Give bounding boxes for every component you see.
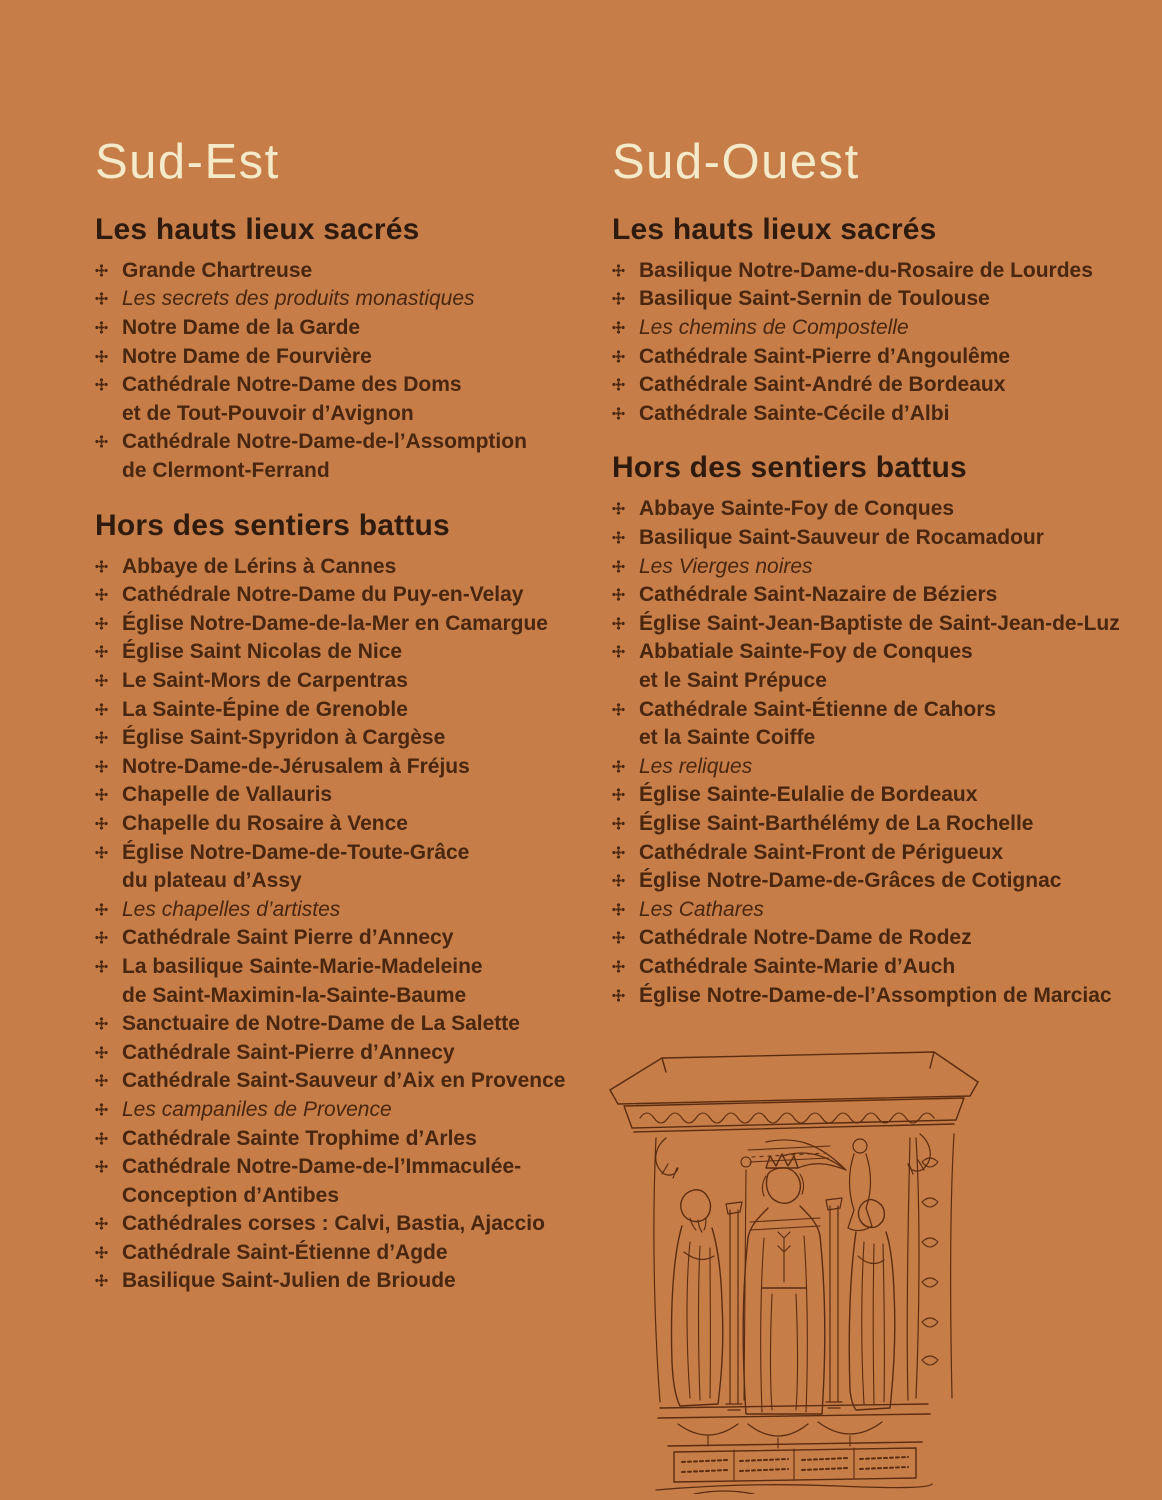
toc-list bbox=[612, 495, 1160, 1010]
toc-item bbox=[95, 343, 600, 372]
toc-item-label: Basilique Saint-Julien de Brioude bbox=[122, 1269, 456, 1293]
dotted-cross-icon bbox=[612, 810, 639, 830]
engraving-left-figure bbox=[671, 1190, 722, 1406]
toc-item-label: Cathédrale Notre-Dame de Rodez bbox=[639, 926, 972, 950]
dotted-cross-icon bbox=[95, 953, 122, 973]
toc-item-label: Cathédrale Notre-Dame-de-l’Assomption de Clermont-Ferrand bbox=[122, 430, 527, 483]
toc-item bbox=[95, 724, 600, 753]
toc-item bbox=[95, 953, 600, 1010]
toc-item bbox=[612, 924, 1160, 953]
section-heading: Hors des sentiers battus bbox=[95, 508, 450, 542]
toc-item-label: Cathédrale Sainte Trophime d’Arles bbox=[122, 1126, 477, 1150]
toc-item-label: Cathédrale Sainte-Marie d’Auch bbox=[639, 954, 956, 978]
toc-item bbox=[95, 1239, 600, 1268]
toc-item-label: Notre Dame de Fourvière bbox=[122, 344, 372, 368]
toc-item-label: Cathédrale Saint Pierre d’Annecy bbox=[122, 926, 454, 950]
dotted-cross-icon bbox=[612, 924, 639, 944]
toc-item-label: Cathédrale Saint-Nazaire de Béziers bbox=[639, 583, 998, 607]
dotted-cross-icon bbox=[612, 314, 639, 334]
toc-item-label: Basilique Notre-Dame-du-Rosaire de Lourdes bbox=[639, 258, 1093, 282]
engraving-cornice bbox=[610, 1052, 978, 1132]
toc-list bbox=[95, 553, 600, 1296]
toc-item-label: Sanctuaire de Notre-Dame de La Salette bbox=[122, 1012, 520, 1036]
toc-item-label: La basilique Sainte-Marie-Madeleine de Saint-Maximin-la-Sainte-Baume bbox=[122, 954, 483, 1007]
toc-item bbox=[95, 257, 600, 286]
section-hauts-lieux-sacres bbox=[95, 212, 600, 486]
toc-item bbox=[612, 343, 1160, 372]
column-sud-est bbox=[95, 136, 600, 1296]
toc-item-label: Église Saint-Barthélémy de La Rochelle bbox=[639, 811, 1034, 835]
toc-item bbox=[612, 982, 1160, 1011]
section-heading: Les hauts lieux sacrés bbox=[95, 212, 420, 246]
column-sud-ouest bbox=[612, 136, 1160, 1010]
toc-item bbox=[95, 924, 600, 953]
toc-item-label: Cathédrale Saint-Pierre d’Annecy bbox=[122, 1040, 455, 1064]
dotted-cross-icon bbox=[612, 371, 639, 391]
toc-item bbox=[95, 839, 600, 896]
toc-item bbox=[95, 1010, 600, 1039]
toc-item-label: Cathédrale Saint-Sauveur d’Aix en Provence bbox=[122, 1069, 566, 1093]
dotted-cross-icon bbox=[95, 667, 122, 687]
toc-item-label: Les secrets des produits monastiques bbox=[122, 287, 475, 311]
toc-item-label: Cathédrale Saint-André de Bordeaux bbox=[639, 373, 1006, 397]
dotted-cross-icon bbox=[612, 524, 639, 544]
toc-item-label: Notre-Dame-de-Jérusalem à Fréjus bbox=[122, 754, 470, 778]
dotted-cross-icon bbox=[95, 810, 122, 830]
section-hors-des-sentiers-battus bbox=[612, 450, 1160, 1010]
toc-item bbox=[612, 953, 1160, 982]
toc-item-label: Les Cathares bbox=[639, 897, 764, 921]
toc-item-label: La Sainte-Épine de Grenoble bbox=[122, 697, 408, 721]
toc-item bbox=[612, 753, 1160, 782]
dotted-cross-icon bbox=[612, 638, 639, 658]
dotted-cross-icon bbox=[612, 400, 639, 420]
toc-item-label: Église Notre-Dame-de-la-Mer en Camargue bbox=[122, 611, 548, 635]
dotted-cross-icon bbox=[612, 781, 639, 801]
dotted-cross-icon bbox=[95, 257, 122, 277]
dotted-cross-icon bbox=[612, 753, 639, 773]
toc-item bbox=[612, 781, 1160, 810]
toc-item-label: Église Notre-Dame-de-l’Assomption de Marciac bbox=[639, 983, 1112, 1007]
toc-item-label: Grande Chartreuse bbox=[122, 258, 313, 282]
dotted-cross-icon bbox=[95, 1039, 122, 1059]
toc-item bbox=[95, 610, 600, 639]
toc-item bbox=[95, 667, 600, 696]
toc-item bbox=[95, 638, 600, 667]
dotted-cross-icon bbox=[95, 638, 122, 658]
toc-item bbox=[95, 1267, 600, 1296]
toc-item bbox=[612, 581, 1160, 610]
toc-item-label: Église Notre-Dame-de-Grâces de Cotignac bbox=[639, 869, 1062, 893]
toc-item-label: Les Vierges noires bbox=[639, 554, 813, 578]
toc-item-label: Le Saint-Mors de Carpentras bbox=[122, 669, 408, 693]
dotted-cross-icon bbox=[612, 257, 639, 277]
toc-item-label: Cathédrale Sainte-Cécile d’Albi bbox=[639, 401, 950, 425]
dotted-cross-icon bbox=[95, 1010, 122, 1030]
toc-item-label: Église Notre-Dame-de-Toute-Grâce du plateau d’Assy bbox=[122, 840, 470, 893]
toc-item-label: Église Sainte-Eulalie de Bordeaux bbox=[639, 783, 978, 807]
dotted-cross-icon bbox=[95, 581, 122, 601]
toc-item bbox=[612, 314, 1160, 343]
toc-item bbox=[95, 1153, 600, 1210]
dotted-cross-icon bbox=[95, 553, 122, 573]
toc-item bbox=[612, 610, 1160, 639]
toc-item-label: Cathédrale Saint-Pierre d’Angoulême bbox=[639, 344, 1011, 368]
dotted-cross-icon bbox=[612, 610, 639, 630]
dotted-cross-icon bbox=[95, 781, 122, 801]
dotted-cross-icon bbox=[95, 314, 122, 334]
region-title-sud-est: Sud-Est bbox=[95, 135, 280, 189]
toc-item-label: Église Saint-Spyridon à Cargèse bbox=[122, 726, 446, 750]
section-hauts-lieux-sacres bbox=[612, 212, 1160, 429]
dotted-cross-icon bbox=[612, 581, 639, 601]
toc-list bbox=[612, 257, 1160, 429]
dotted-cross-icon bbox=[95, 610, 122, 630]
section-heading: Hors des sentiers battus bbox=[612, 451, 967, 485]
toc-item bbox=[95, 314, 600, 343]
toc-item-label: Cathédrale Saint-Étienne d’Agde bbox=[122, 1240, 448, 1264]
toc-item bbox=[612, 638, 1160, 695]
toc-item bbox=[95, 581, 600, 610]
toc-item bbox=[95, 428, 600, 485]
toc-item-label: Cathédrale Notre-Dame du Puy-en-Velay bbox=[122, 583, 524, 607]
engraving-angel-and-wings bbox=[766, 1139, 872, 1231]
toc-item-label: Les reliques bbox=[639, 754, 753, 778]
carved-pillar-engraving-illustration bbox=[598, 1042, 986, 1494]
dotted-cross-icon bbox=[95, 1210, 122, 1230]
dotted-cross-icon bbox=[95, 896, 122, 916]
dotted-cross-icon bbox=[95, 1096, 122, 1116]
dotted-cross-icon bbox=[95, 1067, 122, 1087]
engraving-right-figure bbox=[849, 1200, 895, 1410]
engraving-ground-line bbox=[656, 1484, 932, 1494]
dotted-cross-icon bbox=[95, 343, 122, 363]
toc-item bbox=[95, 1039, 600, 1068]
toc-item bbox=[95, 696, 600, 725]
toc-item bbox=[612, 696, 1160, 753]
toc-item-label: Chapelle de Vallauris bbox=[122, 783, 333, 807]
toc-item bbox=[612, 257, 1160, 286]
dotted-cross-icon bbox=[95, 1267, 122, 1287]
dotted-cross-icon bbox=[95, 724, 122, 744]
dotted-cross-icon bbox=[95, 696, 122, 716]
toc-item bbox=[95, 1125, 600, 1154]
toc-item bbox=[612, 553, 1160, 582]
dotted-cross-icon bbox=[612, 495, 639, 515]
toc-list bbox=[95, 257, 600, 486]
dotted-cross-icon bbox=[612, 982, 639, 1002]
dotted-cross-icon bbox=[612, 285, 639, 305]
dotted-cross-icon bbox=[95, 371, 122, 391]
toc-item bbox=[612, 867, 1160, 896]
toc-item-label: Les campaniles de Provence bbox=[122, 1097, 392, 1121]
dotted-cross-icon bbox=[612, 839, 639, 859]
toc-item-label: Chapelle du Rosaire à Vence bbox=[122, 811, 408, 835]
dotted-cross-icon bbox=[95, 753, 122, 773]
toc-item bbox=[612, 896, 1160, 925]
toc-item bbox=[95, 285, 600, 314]
toc-item bbox=[612, 400, 1160, 429]
toc-item bbox=[95, 753, 600, 782]
dotted-cross-icon bbox=[95, 285, 122, 305]
region-title-sud-ouest: Sud-Ouest bbox=[612, 135, 860, 189]
dotted-cross-icon bbox=[95, 1153, 122, 1173]
toc-item-label: Abbatiale Sainte-Foy de Conques et le Saint Prépuce bbox=[639, 640, 973, 693]
section-heading: Les hauts lieux sacrés bbox=[612, 212, 937, 246]
engraving-pediment bbox=[748, 1146, 830, 1230]
toc-item-label: Église Saint Nicolas de Nice bbox=[122, 640, 403, 664]
toc-item-label: Cathédrale Saint-Front de Périgueux bbox=[639, 840, 1004, 864]
dotted-cross-icon bbox=[95, 839, 122, 859]
toc-item bbox=[95, 553, 600, 582]
toc-item bbox=[95, 896, 600, 925]
dotted-cross-icon bbox=[612, 896, 639, 916]
dotted-cross-icon bbox=[612, 953, 639, 973]
toc-item bbox=[95, 1067, 600, 1096]
toc-item bbox=[612, 371, 1160, 400]
toc-item-label: Basilique Saint-Sernin de Toulouse bbox=[639, 287, 990, 311]
engraving-base bbox=[658, 1404, 930, 1482]
toc-item bbox=[95, 1210, 600, 1239]
toc-item bbox=[95, 781, 600, 810]
dotted-cross-icon bbox=[95, 1239, 122, 1259]
toc-item bbox=[95, 1096, 600, 1125]
toc-item-label: Cathédrale Saint-Étienne de Cahors et la Sainte Coiffe bbox=[639, 697, 997, 750]
toc-item bbox=[612, 810, 1160, 839]
dotted-cross-icon bbox=[95, 924, 122, 944]
toc-item-label: Cathédrale Notre-Dame-de-l’Immaculée- Conception d’Antibes bbox=[122, 1155, 522, 1207]
toc-item bbox=[612, 524, 1160, 553]
toc-item-label: Basilique Saint-Sauveur de Rocamadour bbox=[639, 526, 1044, 550]
toc-item bbox=[612, 285, 1160, 314]
toc-item-label: Notre Dame de la Garde bbox=[122, 316, 361, 340]
toc-item-label: Cathédrale Notre-Dame des Doms et de Tout-Pouvoir d’Avignon bbox=[122, 373, 462, 425]
toc-item bbox=[612, 495, 1160, 524]
section-hors-des-sentiers-battus bbox=[95, 508, 600, 1296]
dotted-cross-icon bbox=[95, 1125, 122, 1145]
toc-item bbox=[95, 810, 600, 839]
toc-item-label: Abbaye Sainte-Foy de Conques bbox=[639, 497, 955, 521]
toc-item-label: Abbaye de Lérins à Cannes bbox=[122, 554, 397, 578]
toc-item bbox=[95, 371, 600, 428]
toc-item bbox=[612, 839, 1160, 868]
toc-item-label: Église Saint-Jean-Baptiste de Saint-Jean-de-Luz bbox=[639, 611, 1120, 635]
dotted-cross-icon bbox=[612, 696, 639, 716]
dotted-cross-icon bbox=[612, 553, 639, 573]
toc-item-label: Les chemins de Compostelle bbox=[639, 316, 909, 340]
dotted-cross-icon bbox=[612, 343, 639, 363]
engraving-king-figure bbox=[741, 1154, 825, 1414]
toc-item-label: Cathédrales corses : Calvi, Bastia, Ajaccio bbox=[122, 1212, 545, 1236]
dotted-cross-icon bbox=[95, 428, 122, 448]
toc-item-label: Les chapelles d’artistes bbox=[122, 897, 341, 921]
dotted-cross-icon bbox=[612, 867, 639, 887]
